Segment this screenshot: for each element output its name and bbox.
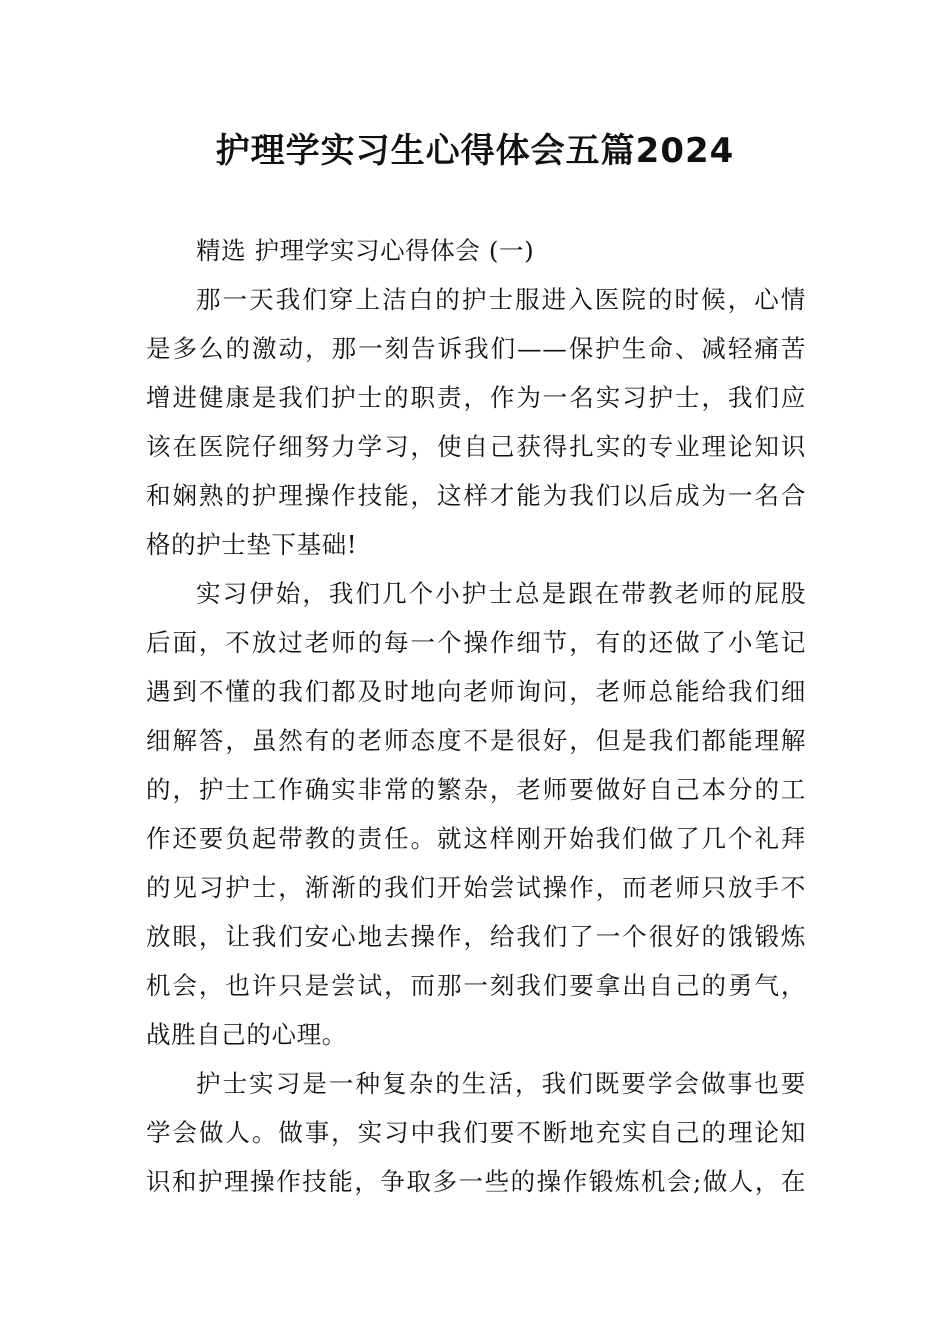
text-line: 后面，不放过老师的每一个操作细节，有的还做了小笔记: [146, 628, 806, 657]
text-line: 的，护士工作确实非常的繁杂，老师要做好自己本分的工: [146, 775, 806, 804]
text-line: 那一天我们穿上洁白的护士服进入医院的时候，心情: [196, 285, 806, 314]
document-title: 护理学实习生心得体会五篇2024: [215, 131, 735, 171]
text-line: 战胜自己的心理。: [146, 1020, 347, 1049]
text-line: 机会，也许只是尝试，而那一刻我们要拿出自己的勇气，: [146, 971, 806, 1000]
section-heading: 精选 护理学实习心得体会 (一): [196, 236, 535, 265]
text-line: 识和护理操作技能，争取多一些的操作锻炼机会;做人，在: [146, 1167, 806, 1196]
text-line: 增进健康是我们护士的职责，作为一名实习护士，我们应: [146, 383, 806, 412]
text-line: 该在医院仔细努力学习，使自己获得扎实的专业理论知识: [146, 432, 806, 461]
text-line: 的见习护士，渐渐的我们开始尝试操作，而老师只放手不: [146, 873, 806, 902]
text-line: 作还要负起带教的责任。就这样刚开始我们做了几个礼拜: [146, 824, 806, 853]
text-line: 护士实习是一种复杂的生活，我们既要学会做事也要: [196, 1069, 806, 1098]
text-line: 放眼，让我们安心地去操作，给我们了一个很好的饿锻炼: [146, 922, 806, 951]
text-line: 和娴熟的护理操作技能，这样才能为我们以后成为一名合: [146, 481, 806, 510]
text-line: 遇到不懂的我们都及时地向老师询问，老师总能给我们细: [146, 677, 806, 706]
text-line: 学会做人。做事，实习中我们要不断地充实自己的理论知: [146, 1118, 806, 1147]
text-line: 细解答，虽然有的老师态度不是很好，但是我们都能理解: [146, 726, 806, 755]
text-line: 实习伊始，我们几个小护士总是跟在带教老师的屁股: [196, 579, 806, 608]
document-body: [146, 226, 806, 1206]
text-line: 是多么的激动，那一刻告诉我们——保护生命、减轻痛苦: [146, 334, 806, 363]
text-line: 格的护士垫下基础!: [146, 530, 358, 559]
